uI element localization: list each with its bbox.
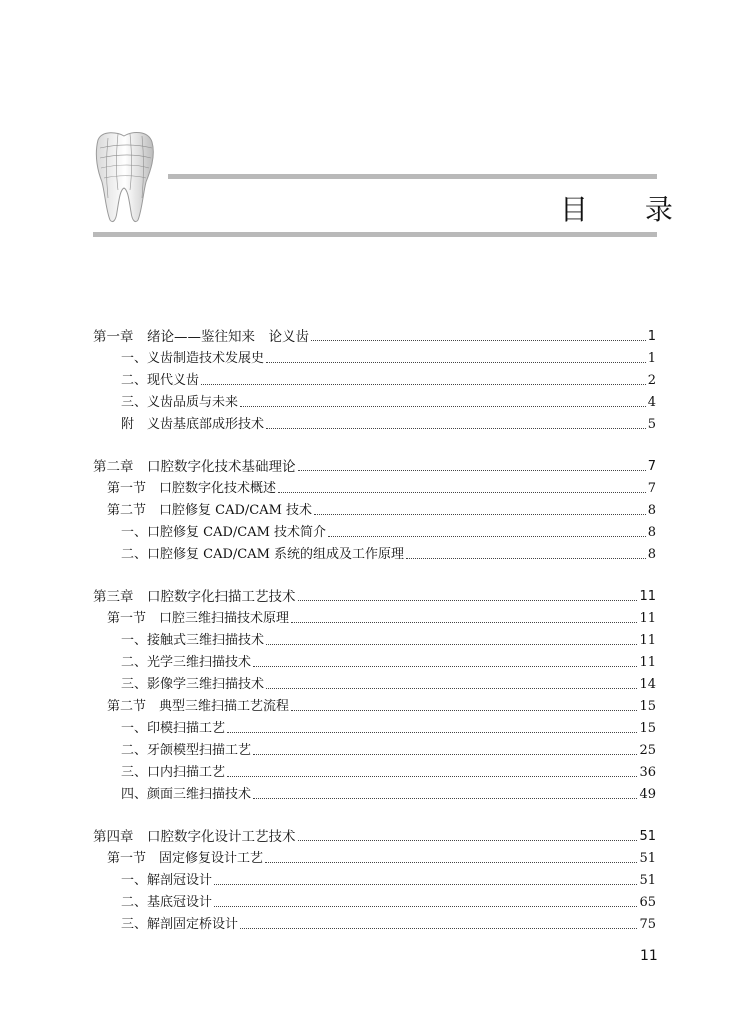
header-rule-top	[168, 174, 657, 179]
toc-dot-leader	[240, 928, 637, 929]
toc-entry-page: 11	[639, 633, 656, 648]
toc-entry	[121, 521, 656, 541]
toc-entry-page: 5	[647, 417, 656, 432]
toc-entry-label: 一、解剖冠设计	[121, 873, 213, 888]
toc-entry	[121, 673, 656, 693]
toc-entry	[93, 455, 656, 475]
toc-dot-leader	[266, 644, 637, 645]
toc-entry-label: 一、印模扫描工艺	[121, 721, 226, 736]
toc-dot-leader	[240, 406, 646, 407]
toc-dot-leader	[328, 536, 646, 537]
toc-entry-label: 三、口内扫描工艺	[121, 765, 226, 780]
toc-entry-page: 15	[639, 721, 656, 736]
toc-entry	[121, 347, 656, 367]
toc-dot-leader	[214, 906, 637, 907]
toc-entry	[121, 717, 656, 737]
toc-dot-leader	[298, 600, 638, 601]
toc-entry	[107, 847, 656, 867]
toc-entry-label: 第三章 口腔数字化扫描工艺技术	[93, 589, 296, 605]
toc-entry-label: 二、口腔修复 CAD/CAM 系统的组成及工作原理	[121, 547, 405, 562]
toc-dot-leader	[266, 428, 646, 429]
toc-entry	[107, 695, 656, 715]
toc-dot-leader	[298, 840, 638, 841]
toc-entry-page: 11	[639, 611, 656, 626]
toc-entry	[121, 739, 656, 759]
toc-entry-label: 二、光学三维扫描技术	[121, 655, 252, 670]
toc-entry	[121, 869, 656, 889]
toc-dot-leader	[253, 798, 637, 799]
toc-dot-leader	[406, 558, 646, 559]
toc-entry-label: 一、接触式三维扫描技术	[121, 633, 265, 648]
toc-entry-label: 三、义齿品质与未来	[121, 395, 239, 410]
toc-entry-label: 三、解剖固定桥设计	[121, 917, 239, 932]
toc-entry-page: 49	[639, 787, 656, 802]
toc-dot-leader	[266, 362, 646, 363]
toc-dot-leader	[311, 340, 646, 341]
toc-dot-leader	[278, 492, 646, 493]
page-title: 目 录	[560, 193, 697, 226]
toc-entry-page: 8	[647, 525, 656, 540]
toc-dot-leader	[253, 754, 637, 755]
toc-entry	[107, 477, 656, 497]
toc-entry-label: 第一章 绪论——鉴往知来 论义齿	[93, 329, 309, 345]
page-number: 11	[640, 948, 658, 964]
toc-entry-page: 14	[639, 677, 656, 692]
toc-entry-page: 2	[647, 373, 656, 388]
header-rule-bottom	[93, 232, 657, 237]
toc-entry-page: 51	[639, 873, 656, 888]
toc-entry-page: 36	[639, 765, 656, 780]
toc-dot-leader	[314, 514, 646, 515]
toc-entry-label: 第四章 口腔数字化设计工艺技术	[93, 829, 296, 845]
toc-dot-leader	[253, 666, 637, 667]
toc-entry-page: 1	[647, 329, 656, 344]
toc-entry-page: 8	[647, 503, 656, 518]
toc-entry	[121, 413, 656, 433]
toc-entry-page: 11	[639, 655, 656, 670]
toc-entry-page: 51	[639, 851, 656, 866]
toc-entry	[121, 651, 656, 671]
toc-entry-page: 8	[647, 547, 656, 562]
toc-entry-page: 7	[647, 481, 656, 496]
toc-entry-label: 四、颜面三维扫描技术	[121, 787, 252, 802]
toc-entry	[121, 891, 656, 911]
toc-dot-leader	[291, 622, 637, 623]
toc-entry-page: 11	[639, 589, 656, 604]
toc-entry-page: 65	[639, 895, 656, 910]
toc-dot-leader	[291, 710, 637, 711]
toc-entry	[121, 543, 656, 563]
toc-entry	[107, 607, 656, 627]
toc-entry	[93, 825, 656, 845]
toc-dot-leader	[201, 384, 646, 385]
toc-dot-leader	[214, 884, 637, 885]
toc-entry-page: 51	[639, 829, 656, 844]
toc-entry	[121, 913, 656, 933]
toc-dot-leader	[227, 776, 637, 777]
toc-entry	[121, 629, 656, 649]
toc-entry-label: 第二节 典型三维扫描工艺流程	[107, 699, 290, 714]
toc-entry-label: 附 义齿基底部成形技术	[121, 417, 265, 432]
toc-entry-label: 第二章 口腔数字化技术基础理论	[93, 459, 296, 475]
toc-entry-label: 第一节 口腔数字化技术概述	[107, 481, 277, 496]
toc-entry-label: 二、牙颌模型扫描工艺	[121, 743, 252, 758]
toc-entry-label: 第一节 固定修复设计工艺	[107, 851, 264, 866]
toc-entry-label: 一、义齿制造技术发展史	[121, 351, 265, 366]
toc-entry-page: 15	[639, 699, 656, 714]
toc-entry	[121, 369, 656, 389]
toc-entry-page: 25	[639, 743, 656, 758]
toc-entry	[121, 391, 656, 411]
toc-entry	[93, 325, 656, 345]
toc-entry-label: 二、现代义齿	[121, 373, 200, 388]
toc-entry-page: 1	[647, 351, 656, 366]
tooth-icon	[88, 128, 160, 224]
toc-entry-label: 第一节 口腔三维扫描技术原理	[107, 611, 290, 626]
toc-entry-page: 4	[647, 395, 656, 410]
toc-entry-label: 第二节 口腔修复 CAD/CAM 技术	[107, 503, 313, 518]
toc-dot-leader	[227, 732, 637, 733]
toc-entry	[107, 499, 656, 519]
toc-entry	[121, 761, 656, 781]
toc-entry-page: 75	[639, 917, 656, 932]
toc-entry-page: 7	[647, 459, 656, 474]
toc-entry-label: 一、口腔修复 CAD/CAM 技术简介	[121, 525, 327, 540]
toc-dot-leader	[298, 470, 646, 471]
toc-dot-leader	[265, 862, 637, 863]
toc-dot-leader	[266, 688, 637, 689]
toc-entry	[121, 783, 656, 803]
toc-entry-label: 三、影像学三维扫描技术	[121, 677, 265, 692]
toc-entry-label: 二、基底冠设计	[121, 895, 213, 910]
toc-entry	[93, 585, 656, 605]
